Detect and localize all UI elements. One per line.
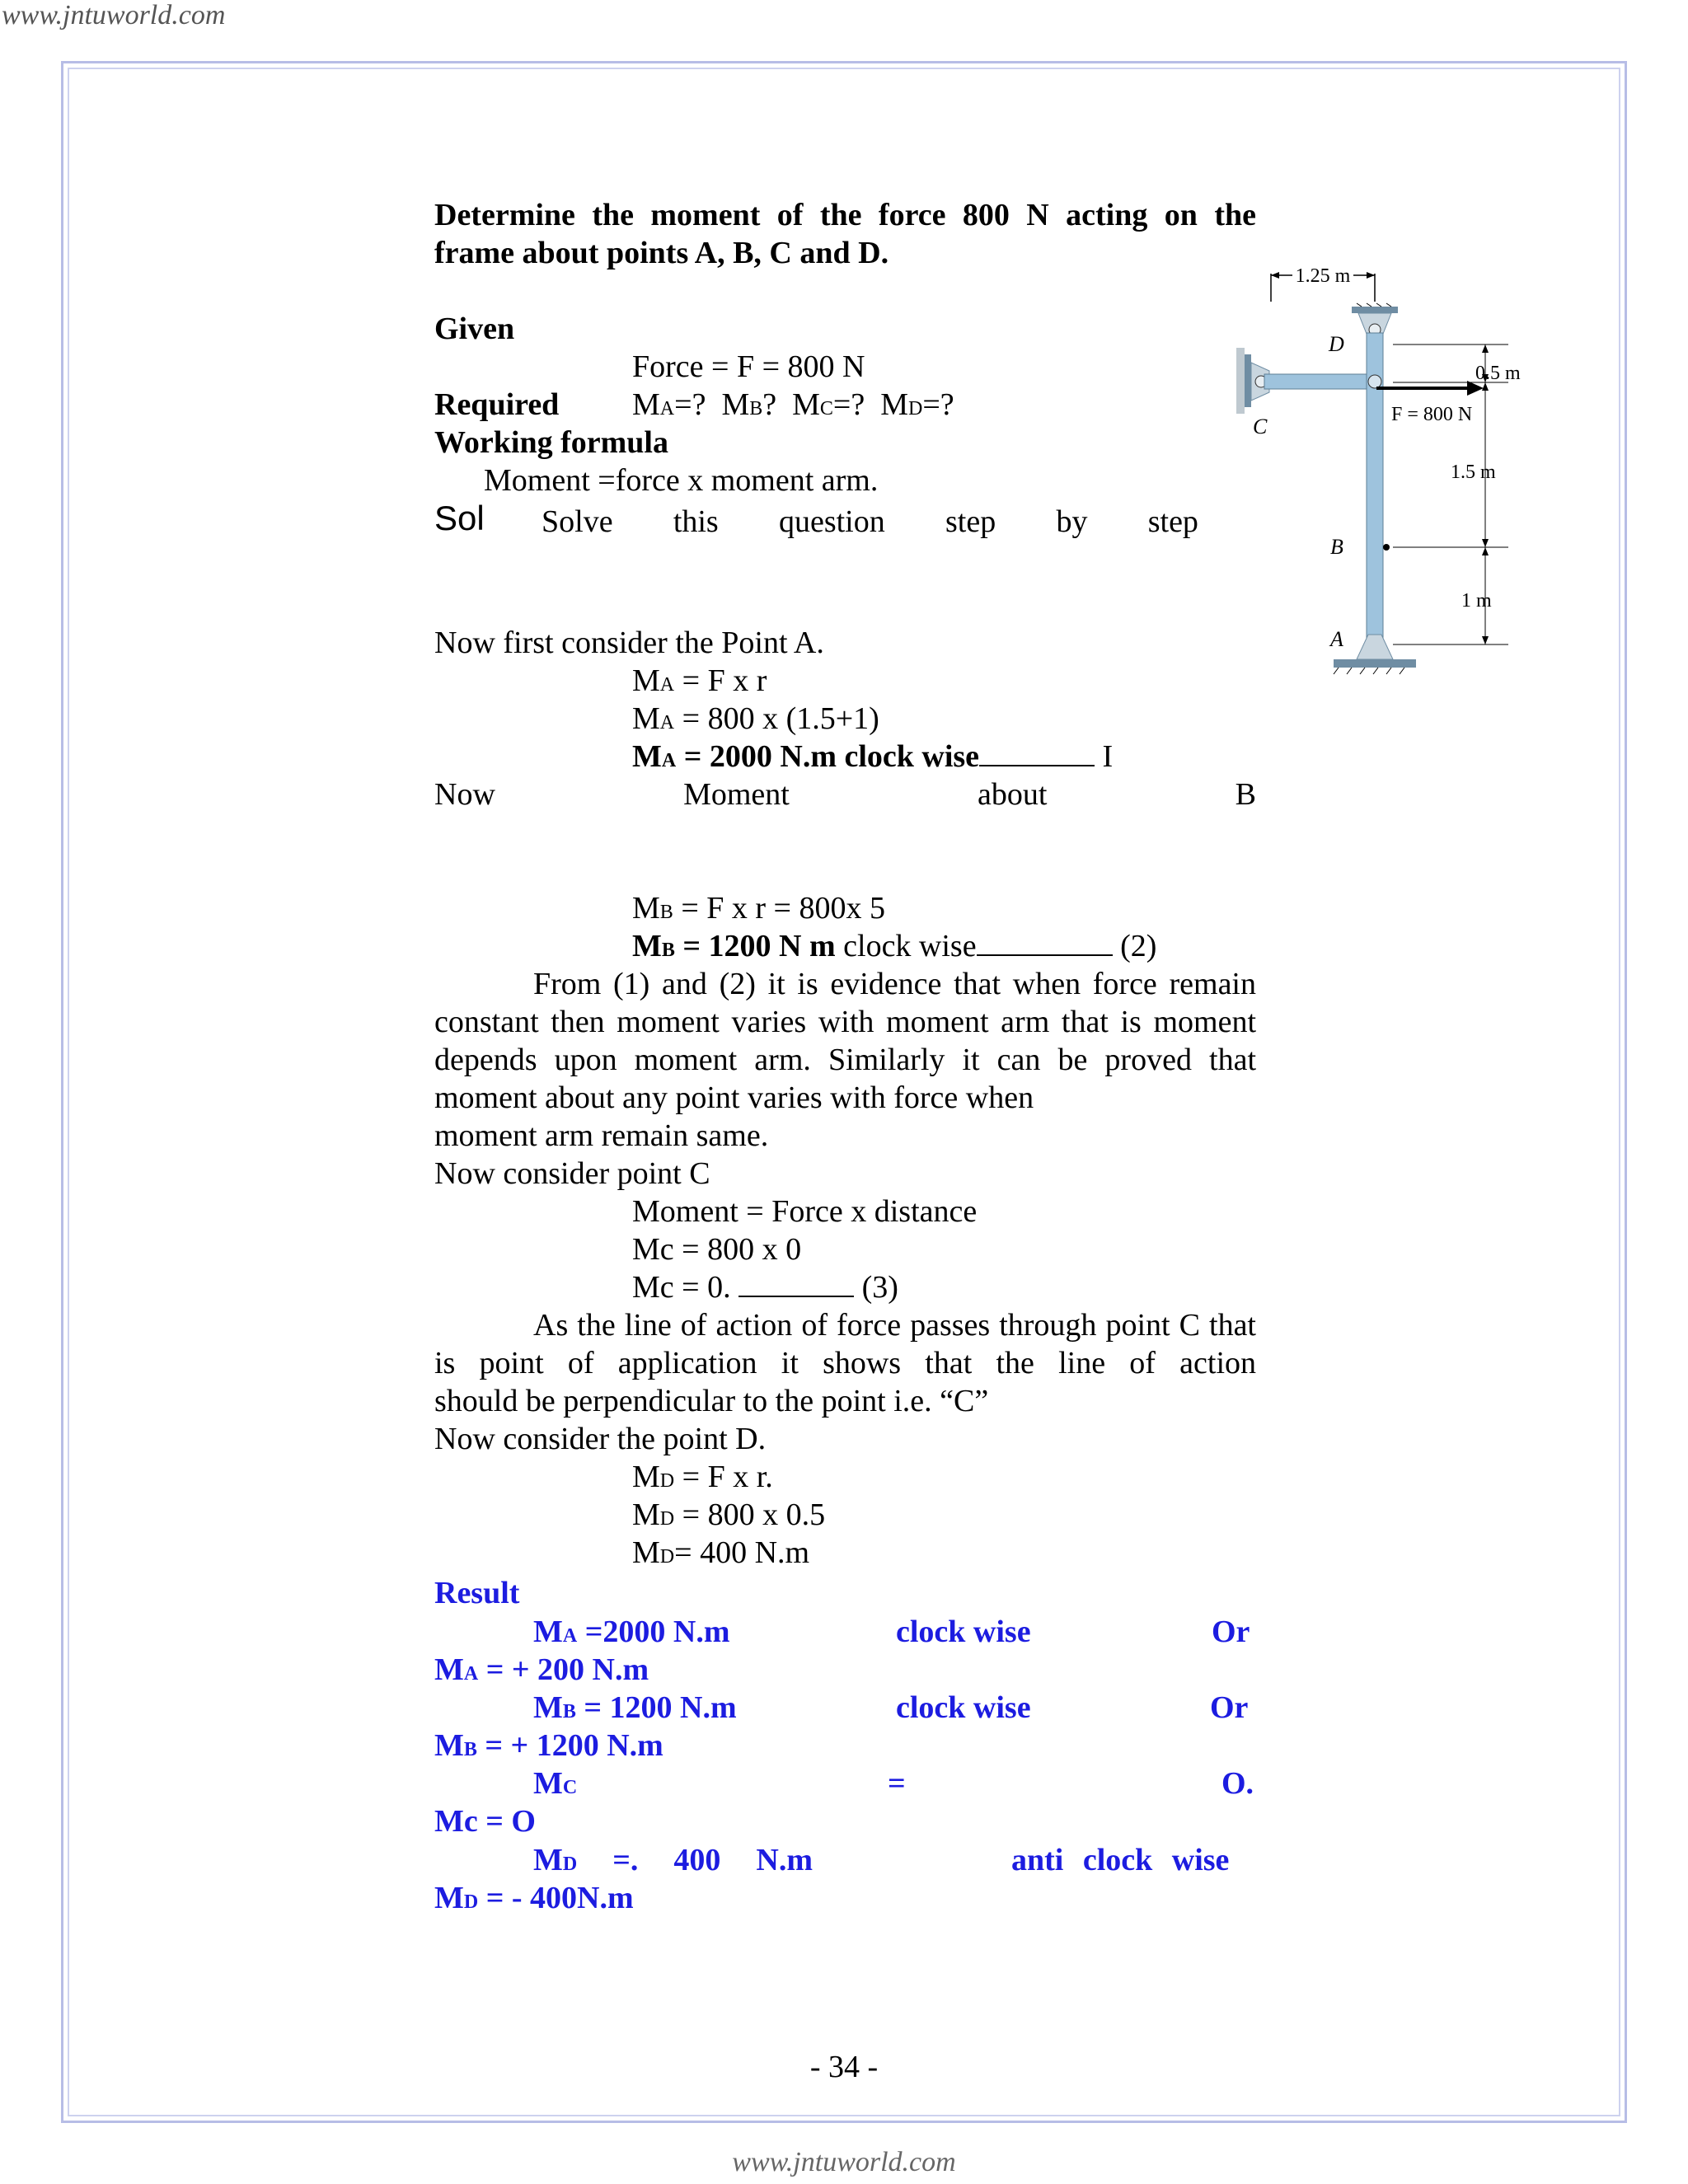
point-c-paragraph-last: should be perpendicular to the point i.e. “C”: [434, 1384, 989, 1418]
result-row-a-or: Or: [1212, 1615, 1250, 1649]
point-b-dot: [1383, 544, 1390, 551]
point-a-eq1: MA = F x r: [632, 663, 767, 698]
point-b-result: MB = 1200 N m clock wise (2): [632, 929, 1157, 963]
formula-text: Moment =force x moment arm.: [484, 463, 879, 498]
force-label: F = 800 N: [1391, 404, 1473, 425]
label-d: D: [1329, 332, 1344, 356]
point-b-paragraph-last: moment arm remain same.: [434, 1118, 769, 1153]
watermark-top: www.jntuworld.com: [2, 0, 226, 30]
point-a-result: MA = 2000 N.m clock wise I: [632, 739, 1114, 774]
point-c-eq3: Mc = 0. (3): [632, 1270, 898, 1305]
intro-word: about: [978, 777, 1048, 812]
result-row-d: MD =. 400 N.m: [533, 1843, 813, 1877]
given-force: Force = F = 800 N: [632, 349, 865, 384]
label-b: B: [1330, 535, 1343, 559]
result-row-a: MA =2000 N.m: [533, 1615, 730, 1649]
label-a: A: [1330, 627, 1343, 651]
point-d-eq2: MD = 800 x 0.5: [632, 1497, 826, 1532]
page-number: - 34 -: [809, 2050, 879, 2084]
result-row-b-or: Or: [1210, 1690, 1249, 1725]
dim-top-label: 1.25 m: [1295, 265, 1351, 287]
point-b-eq1: MB = F x r = 800x 5: [632, 891, 885, 926]
label-c: C: [1253, 415, 1268, 438]
point-c-eq2: Mc = 800 x 0: [632, 1232, 802, 1267]
force-arrow: [1376, 381, 1484, 425]
watermark-bottom: www.jntuworld.com: [732, 2147, 956, 2177]
result-row-b: MB = 1200 N.m: [533, 1690, 737, 1725]
problem-line-2: frame about points A, B, C and D.: [434, 236, 889, 270]
horizontal-member: [1264, 374, 1375, 389]
sol-word: this: [673, 504, 719, 539]
joint-c: [1368, 375, 1381, 388]
result-row-a-next: MA = + 200 N.m: [434, 1652, 649, 1687]
result-row-d-direction: anti clock wise: [1011, 1843, 1230, 1877]
intro-word: B: [1235, 777, 1256, 812]
intro-word: Now: [434, 777, 495, 812]
sol-word: by: [1056, 504, 1088, 539]
point-b-intro: [434, 776, 1256, 813]
result-row-a-direction: clock wise: [896, 1615, 1031, 1649]
point-c-intro: Now consider point C: [434, 1156, 710, 1191]
point-d-eq3: MD= 400 N.m: [632, 1535, 810, 1570]
dimension-top: [1271, 265, 1375, 302]
result-row-b-next: MB = + 1200 N.m: [434, 1728, 663, 1763]
bottom-support: [1334, 635, 1416, 674]
intro-word: Moment: [683, 777, 790, 812]
result-row-b-direction: clock wise: [896, 1690, 1031, 1725]
frame-figure: [1236, 247, 1533, 709]
point-d-eq1: MD = F x r.: [632, 1460, 773, 1494]
point-d-intro: Now consider the point D.: [434, 1422, 767, 1456]
point-c-paragraph: As the line of action of force passes through point C that is point of application it shows that the line of action: [434, 1308, 1256, 1380]
dim-2-label: 1.5 m: [1451, 462, 1496, 483]
result-row-d-next: MD = - 400N.m: [434, 1881, 634, 1915]
required-value: MA=? MB? MC=? MD=?: [632, 387, 954, 422]
result-row-c: MC: [533, 1766, 578, 1801]
result-row-c-next: Mc = O: [434, 1804, 536, 1839]
given-heading: Given: [434, 312, 515, 346]
point-a-eq2: MA = 800 x (1.5+1): [632, 701, 879, 736]
problem-line-1: Determine the moment of the force 800 N acting on the: [434, 198, 1256, 232]
formula-heading: Working formula: [434, 425, 668, 460]
sol-label: Sol: [434, 499, 485, 537]
sol-word: Solve: [542, 504, 613, 539]
dim-3-label: 1 m: [1461, 590, 1492, 612]
point-c-eq1: Moment = Force x distance: [632, 1194, 978, 1229]
sol-sentence: [542, 503, 1198, 541]
sol-word: question: [778, 504, 885, 539]
point-a-intro: Now first consider the Point A.: [434, 626, 824, 660]
sol-word: step: [945, 504, 996, 539]
dim-1-label: 0.5 m: [1475, 363, 1521, 384]
point-b-paragraph: From (1) and (2) it is evidence that when force remain constant then moment varies with moment arm that is moment depends upon moment arm. Similarly it can be proved that moment about any point varies with force when: [434, 967, 1256, 1115]
result-row-c-value: O.: [1221, 1766, 1254, 1801]
sol-word: step: [1147, 504, 1198, 539]
result-row-c-equals: =: [888, 1766, 906, 1801]
result-heading: Result: [434, 1576, 520, 1610]
required-label: Required: [434, 387, 560, 422]
